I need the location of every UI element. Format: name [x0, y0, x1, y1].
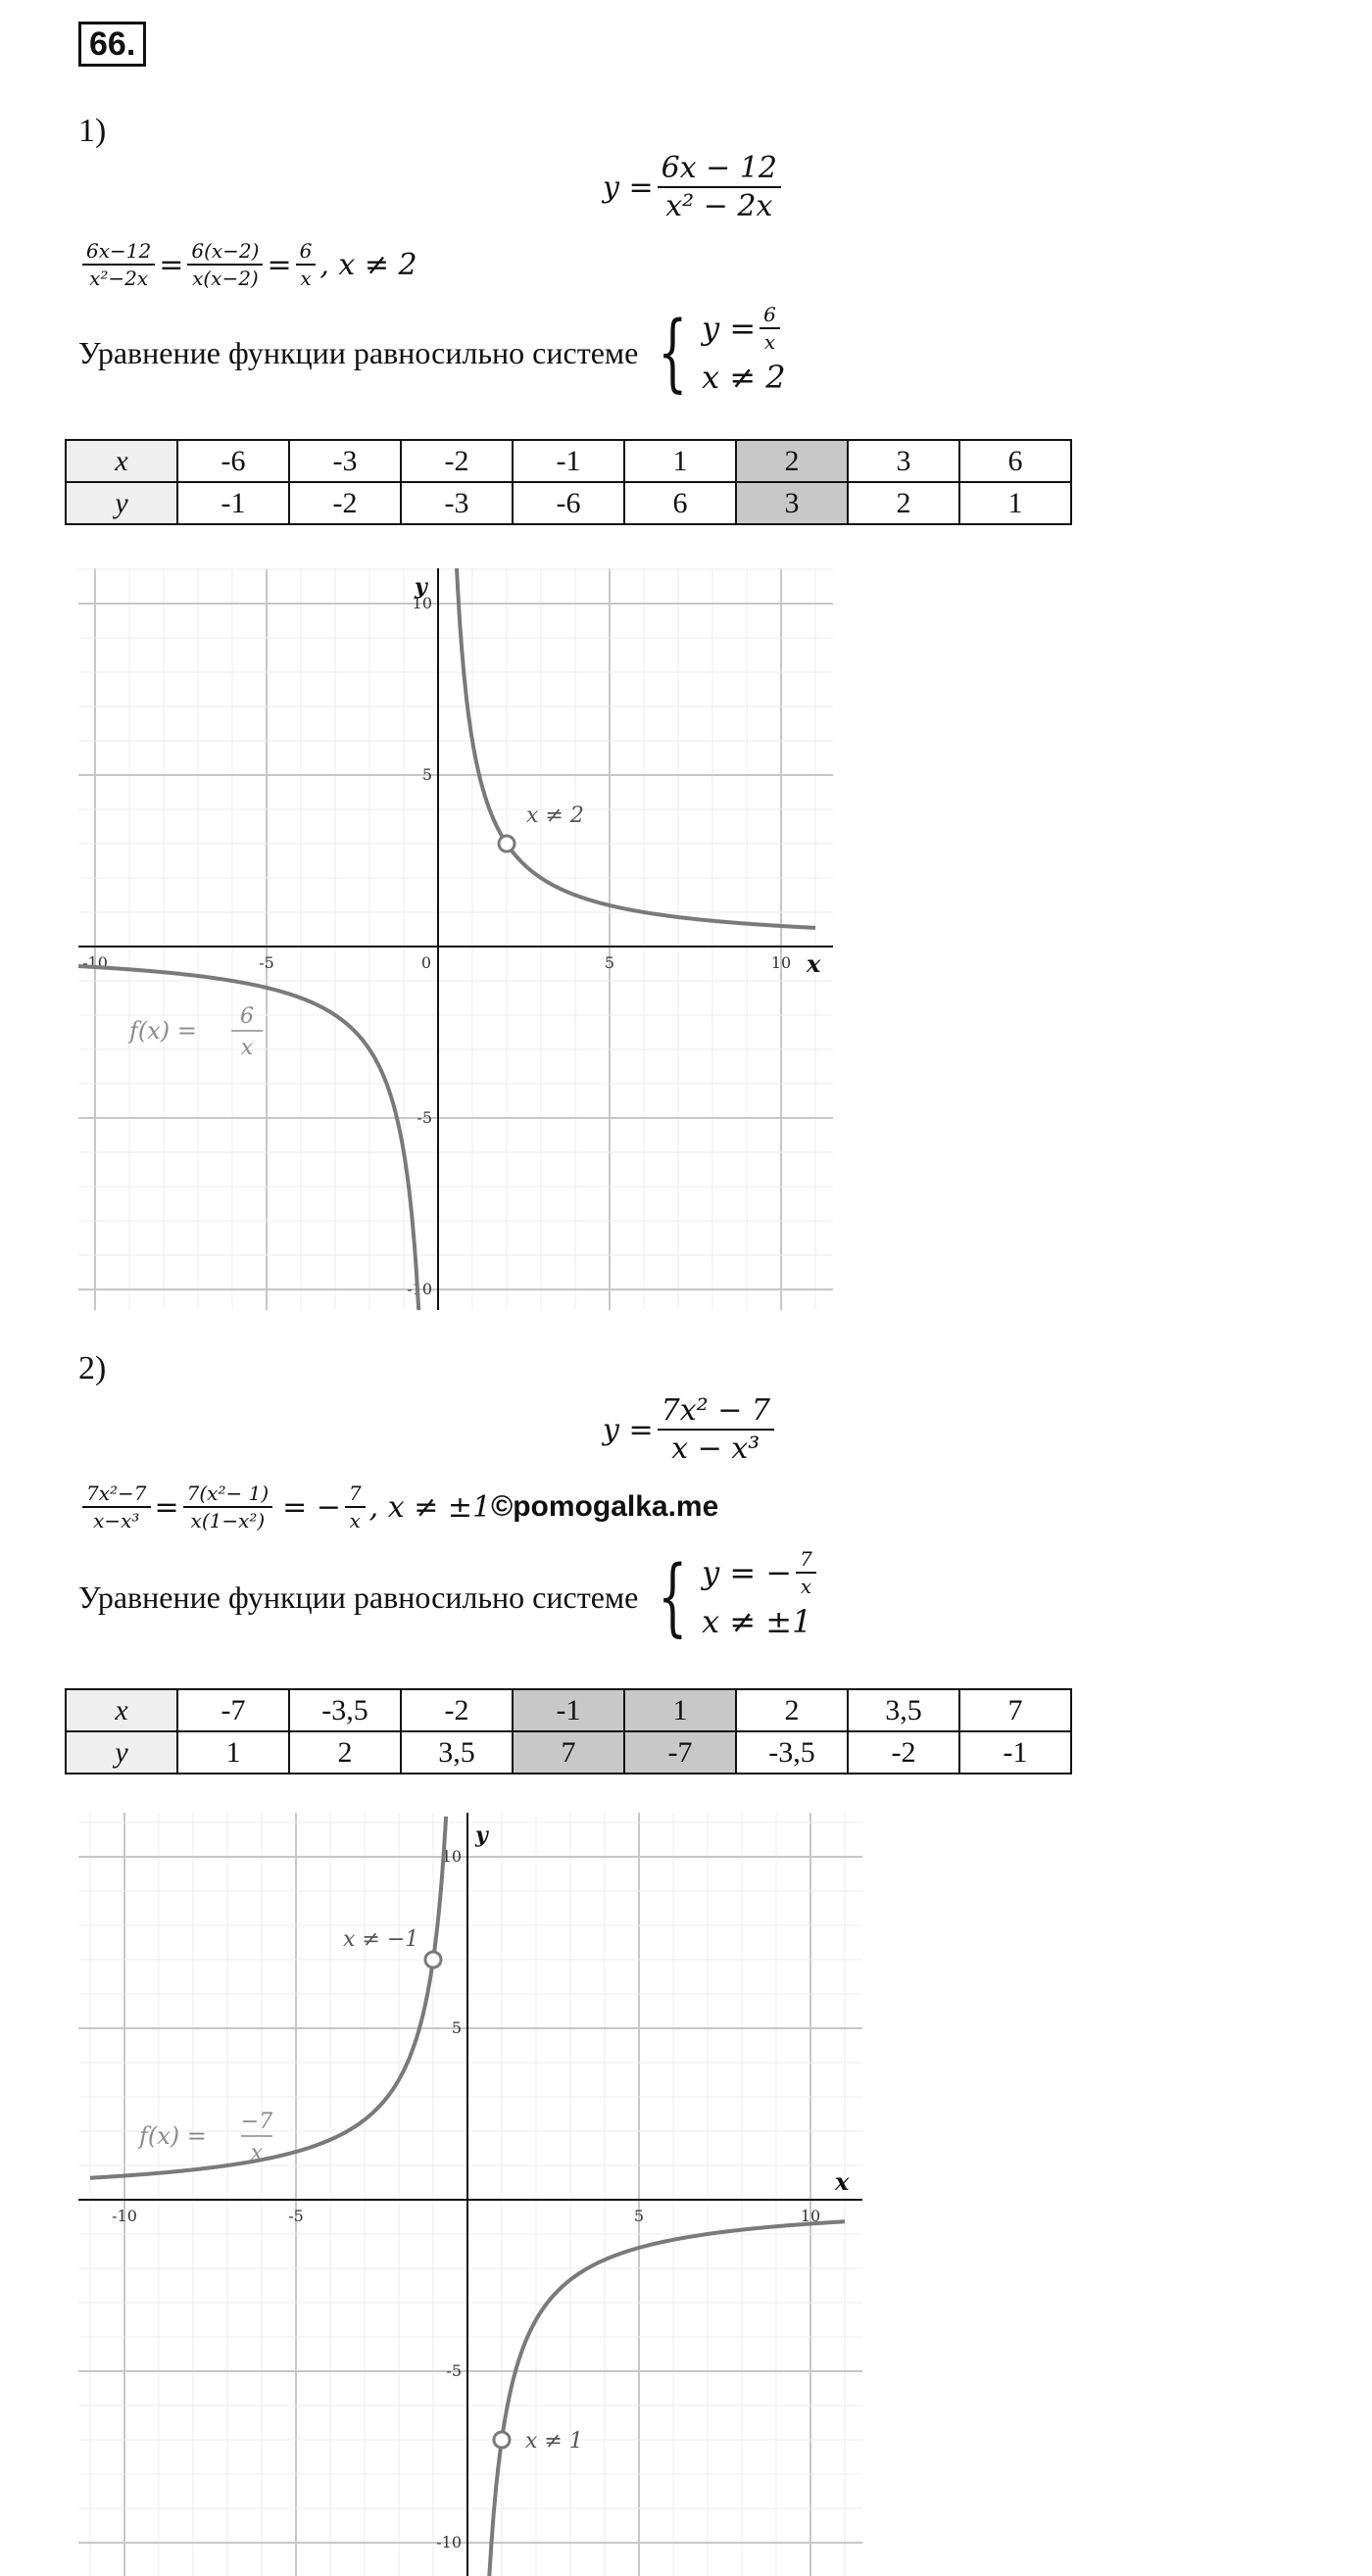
- fraction-denominator: x: [349, 1509, 361, 1532]
- x-tick-label: 5: [633, 2207, 645, 2225]
- table-cell-x: 7: [959, 1689, 1071, 1731]
- fraction-denominator: x: [763, 330, 776, 354]
- system-condition: x ≠ ±1: [702, 1603, 812, 1640]
- table-cell-y: -1: [177, 482, 289, 524]
- table-cell-y: 3: [736, 482, 848, 524]
- system-text: Уравнение функции равносильно системе: [78, 1579, 639, 1615]
- table-cell-y: -6: [513, 482, 624, 524]
- task-number: 66.: [78, 22, 146, 67]
- part1-main-formula: [603, 152, 785, 222]
- brace-icon: {: [658, 1548, 688, 1646]
- x-axis-label: x: [807, 949, 821, 978]
- table-cell-x: 3: [848, 440, 959, 482]
- equals-sign: =: [154, 1489, 179, 1525]
- fraction-numerator: 7: [796, 1548, 816, 1574]
- fraction-denominator: x(1−x²): [190, 1509, 266, 1532]
- fraction-denominator: x−x³: [93, 1509, 140, 1532]
- table-header-y: y: [66, 482, 177, 524]
- table-cell-x: -2: [401, 1689, 513, 1731]
- table-header-y: y: [66, 1731, 177, 1774]
- part1-system: [78, 304, 786, 402]
- table-cell-x: -2: [401, 440, 513, 482]
- domain-condition: , x ≠ 2: [319, 247, 417, 282]
- y-tick-label: -5: [416, 1108, 432, 1127]
- table-cell-x: 6: [959, 440, 1071, 482]
- table-cell-y: -7: [624, 1731, 736, 1774]
- equals-sign: =: [267, 247, 292, 282]
- fraction-numerator: 6(x−2): [187, 240, 263, 266]
- y-tick-label: 5: [421, 765, 432, 784]
- fraction-denominator: x²−2x: [89, 267, 149, 290]
- excluded-point-annotation: x ≠ 2: [526, 803, 584, 828]
- part2-main-formula: [603, 1394, 778, 1465]
- table-cell-x: -3,5: [289, 1689, 401, 1731]
- part2-simplification: [78, 1482, 718, 1531]
- formula-numerator: 7x² − 7: [658, 1394, 774, 1431]
- table-cell-y: -3,5: [736, 1731, 848, 1774]
- fraction-denominator: x(x−2): [192, 267, 259, 290]
- function-curve: [457, 568, 815, 928]
- part1-value-table: [65, 439, 1072, 525]
- table-cell-y: -2: [848, 1731, 959, 1774]
- table-cell-x: -3: [289, 440, 401, 482]
- table-cell-x: -1: [513, 440, 624, 482]
- part2-graph: [78, 1813, 862, 2576]
- fraction-numerator: 7x²−7: [82, 1482, 151, 1508]
- function-curve: [489, 2221, 845, 2576]
- legend-denominator: x: [240, 1036, 254, 1060]
- part2-value-table: [65, 1688, 1072, 1774]
- formula-denominator: x² − 2x: [665, 189, 773, 223]
- table-cell-y: -2: [289, 482, 401, 524]
- fraction-denominator: x: [800, 1575, 812, 1598]
- excluded-point-annotation: x ≠ 1: [525, 2429, 583, 2454]
- y-tick-label: -10: [436, 2533, 462, 2552]
- table-cell-x: 1: [624, 440, 736, 482]
- excluded-point: [499, 836, 514, 851]
- y-axis-label: y: [475, 1823, 488, 1848]
- part2-system: [78, 1548, 820, 1646]
- system-equation: y =: [702, 310, 757, 347]
- fraction-numerator: 6: [296, 240, 317, 266]
- table-cell-x: 2: [736, 440, 848, 482]
- table-cell-x: 1: [624, 1689, 736, 1731]
- x-tick-label: -10: [82, 953, 108, 972]
- table-header-x: x: [66, 440, 177, 482]
- y-tick-label: 10: [441, 1847, 462, 1866]
- brace-icon: {: [658, 304, 688, 402]
- table-cell-x: -1: [513, 1689, 624, 1731]
- y-tick-label: -5: [446, 2361, 462, 2380]
- excluded-point-annotation: x ≠ −1: [343, 1927, 419, 1952]
- formula-lhs: y =: [603, 1412, 654, 1447]
- table-cell-y: 1: [959, 482, 1071, 524]
- equals-minus: = −: [282, 1489, 341, 1525]
- x-tick-label: -5: [288, 2207, 304, 2225]
- table-cell-x: -6: [177, 440, 289, 482]
- legend-numerator: −7: [240, 2110, 273, 2134]
- y-tick-label: -10: [407, 1280, 432, 1298]
- legend-numerator: 6: [240, 1004, 254, 1029]
- table-cell-y: 2: [848, 482, 959, 524]
- table-cell-x: 3,5: [848, 1689, 959, 1731]
- domain-condition: , x ≠ ±1: [368, 1489, 492, 1525]
- excluded-point: [494, 2432, 510, 2448]
- table-cell-y: -3: [401, 482, 513, 524]
- y-tick-label: 10: [412, 594, 432, 612]
- formula-numerator: 6x − 12: [658, 152, 781, 188]
- system-text: Уравнение функции равносильно системе: [78, 334, 639, 370]
- part1-simplification: [78, 240, 417, 289]
- table-cell-y: 2: [289, 1731, 401, 1774]
- x-tick-label: 5: [604, 953, 615, 972]
- fraction-denominator: x: [300, 267, 312, 290]
- part2-label: 2): [78, 1350, 107, 1386]
- x-tick-label: 10: [800, 2207, 821, 2225]
- legend-function-label: f(x) =: [129, 1017, 197, 1045]
- table-cell-y: 1: [177, 1731, 289, 1774]
- fraction-numerator: 6: [760, 304, 780, 329]
- fraction-numerator: 7: [345, 1482, 366, 1508]
- table-cell-x: 2: [736, 1689, 848, 1731]
- table-cell-x: -7: [177, 1689, 289, 1731]
- x-tick-label: -10: [112, 2207, 137, 2225]
- legend-denominator: x: [250, 2141, 264, 2165]
- part1-label: 1): [78, 113, 107, 149]
- fraction-numerator: 7(x²− 1): [183, 1482, 272, 1508]
- table-cell-y: 6: [624, 482, 736, 524]
- table-cell-y: 3,5: [401, 1731, 513, 1774]
- x-tick-label: 0: [420, 953, 432, 972]
- legend-function-label: f(x) =: [139, 2122, 207, 2150]
- watermark: ©pomogalka.me: [491, 1490, 719, 1523]
- system-condition: x ≠ 2: [702, 359, 786, 396]
- system-equation: y = −: [702, 1554, 793, 1591]
- y-tick-label: 5: [451, 2018, 462, 2037]
- table-cell-y: -1: [959, 1731, 1071, 1774]
- fraction-numerator: 6x−12: [82, 240, 155, 266]
- table-cell-y: 7: [513, 1731, 624, 1774]
- part1-graph: [78, 568, 833, 1310]
- x-tick-label: -5: [259, 953, 274, 972]
- equals-sign: =: [159, 247, 184, 282]
- formula-lhs: y =: [603, 170, 654, 205]
- x-axis-label: x: [835, 2167, 850, 2196]
- y-axis-label: y: [415, 574, 427, 600]
- formula-denominator: x − x³: [671, 1432, 760, 1466]
- x-tick-label: 10: [770, 953, 792, 972]
- excluded-point: [425, 1952, 441, 1968]
- table-header-x: x: [66, 1689, 177, 1731]
